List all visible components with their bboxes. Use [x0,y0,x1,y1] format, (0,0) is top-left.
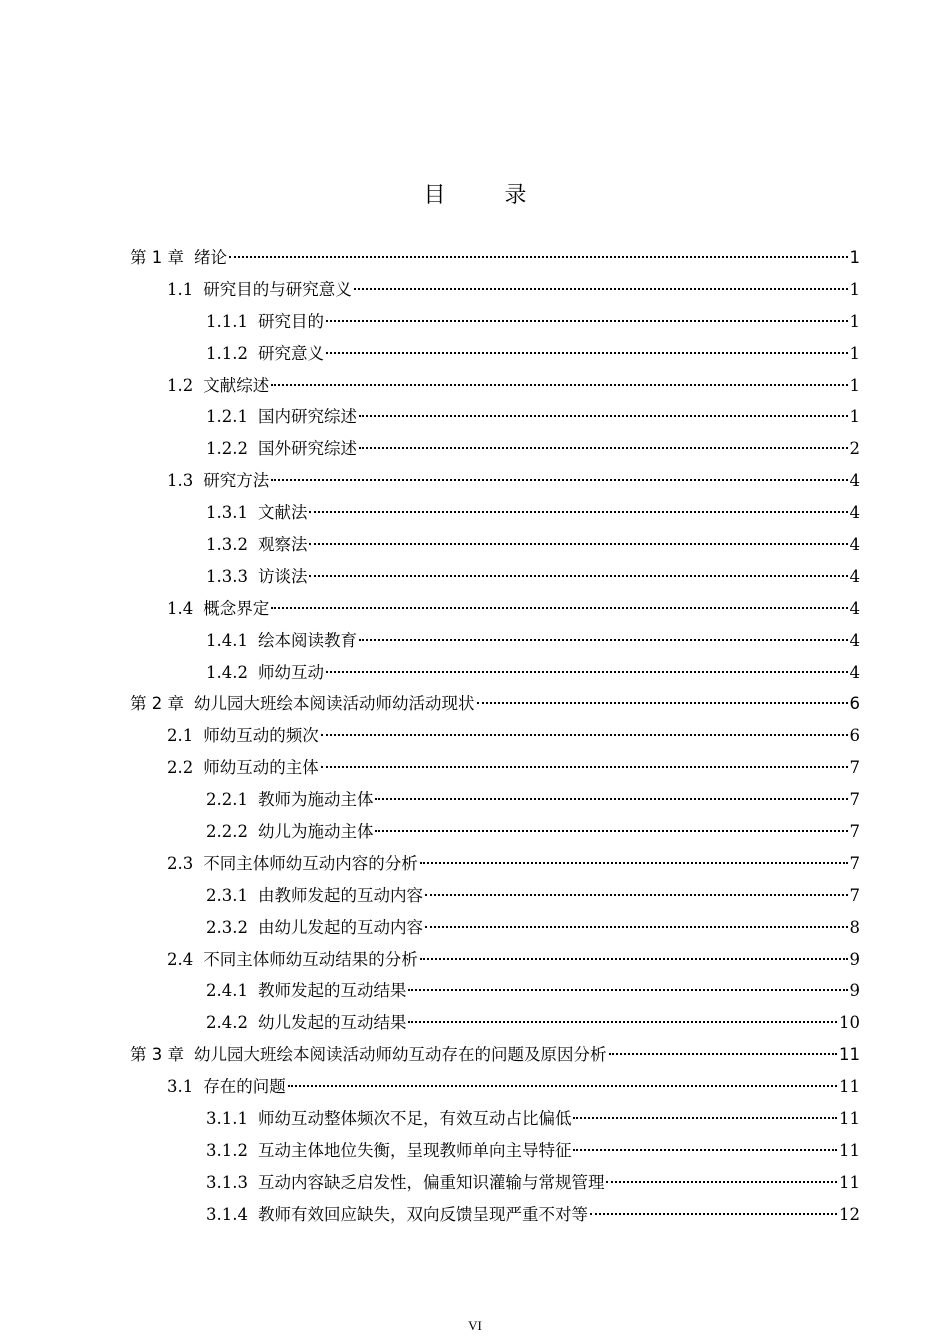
toc-entry[interactable] [130,561,860,593]
dot-leader [309,575,847,577]
toc-entry-label: 幼儿园大班绘本阅读活动师幼互动存在的问题及原因分析 [194,1045,607,1065]
toc-entry[interactable] [130,1071,860,1103]
dot-leader [590,1213,837,1215]
dot-leader [420,958,848,960]
toc-entry-number: 第 1 章 [130,248,184,267]
toc-entry-number: 1.2.2 [206,439,248,459]
toc-entry-label: 师幼互动的主体 [203,758,319,778]
toc-entry-page: 4 [849,662,860,682]
toc-entry-number: 1.2 [167,375,194,395]
page-title: 目 录 [423,183,553,208]
toc-entry[interactable] [130,593,860,625]
toc-entry-label: 互动内容缺乏启发性，偏重知识灌输与常规管理 [257,1172,605,1192]
toc-entry-label: 幼儿为施动主体 [257,822,374,842]
toc-entry-number: 1.1.1 [206,311,248,331]
toc-entry-page: 12 [839,1204,860,1224]
toc-entry-number: 2.4.1 [206,981,248,1001]
toc-entry[interactable] [130,1103,860,1135]
toc-entry-page: 11 [839,1045,860,1065]
toc-entry-label: 师幼互动整体频次不足，有效互动占比偏低 [257,1109,572,1129]
toc-entry-page: 10 [839,1013,860,1033]
dot-leader [359,639,848,641]
toc-entry-label: 幼儿发起的互动结果 [257,1013,407,1033]
toc-entry-page: 7 [849,790,860,810]
dot-leader [408,989,847,991]
toc-entry[interactable] [130,1167,860,1199]
toc-entry[interactable] [130,274,860,306]
toc-entry-number: 1.4 [167,598,194,618]
toc-entry-label: 观察法 [257,535,308,555]
toc-entry-label: 由幼儿发起的互动内容 [257,917,423,937]
dot-leader [326,320,848,322]
toc-entry[interactable] [130,1007,860,1039]
toc-entry-number: 3.1 [167,1077,194,1097]
toc-entry-page: 4 [849,471,860,491]
toc-entry-page: 4 [849,535,860,555]
toc-entry-page: 6 [849,694,860,714]
toc-entry-page: 11 [839,1109,860,1129]
toc-entry-page: 7 [849,758,860,778]
toc-entry-number: 2.4.2 [206,1013,248,1033]
toc-entry[interactable] [130,912,860,944]
dot-leader [321,766,848,768]
toc-entry[interactable] [130,529,860,561]
toc-entry-page: 11 [839,1140,860,1160]
dot-leader [420,862,848,864]
toc-entry-number: 1.4.2 [206,662,248,682]
toc-entry-label: 教师发起的互动结果 [257,981,407,1001]
toc-entry-label: 师幼互动 [257,662,324,682]
dot-leader [271,607,847,609]
toc-entry-page: 11 [839,1077,860,1097]
toc-entry[interactable] [130,242,860,274]
toc-entry[interactable] [130,433,860,465]
toc-entry-page: 6 [849,726,860,746]
dot-leader [229,256,848,258]
toc-entry-number: 第 3 章 [130,1045,184,1065]
toc-entry-page: 9 [849,949,860,969]
toc-entry[interactable] [130,401,860,433]
dot-leader [425,894,848,896]
toc-entry-label: 文献综述 [203,375,270,395]
toc-entry-label: 绪论 [194,248,227,267]
dot-leader [573,1117,837,1119]
toc-entry-label: 存在的问题 [203,1077,286,1097]
toc-entry-number: 1.4.1 [206,630,248,650]
toc-entry-label: 文献法 [257,503,308,523]
page-number: VI [468,1318,482,1333]
dot-leader [606,1181,837,1183]
dot-leader [375,830,847,832]
toc-entry-label: 国外研究综述 [257,439,357,459]
dot-leader [425,926,848,928]
toc-entry-number: 第 2 章 [130,694,184,714]
toc-entry-label: 概念界定 [203,598,270,618]
toc-entry[interactable] [130,975,860,1007]
toc-entry[interactable] [130,880,860,912]
toc-entry-label: 研究意义 [257,343,324,363]
dot-leader [408,1021,837,1023]
toc-entry-page: 1 [849,279,860,299]
toc-entry-number: 1.3 [167,471,194,491]
toc-entry-page: 1 [849,248,860,267]
toc-entry-page: 1 [849,343,860,363]
toc-entry-page: 4 [849,566,860,586]
toc-entry-label: 互动主体地位失衡，呈现教师单向主导特征 [257,1140,572,1160]
toc-entry-page: 7 [849,853,860,873]
dot-leader [359,415,848,417]
toc-entry[interactable] [130,465,860,497]
toc-entry-number: 1.1.2 [206,343,248,363]
toc-entry-label: 不同主体师幼互动内容的分析 [203,853,418,873]
toc-entry[interactable] [130,816,860,848]
dot-leader [271,479,847,481]
toc-entry-label: 幼儿园大班绘本阅读活动师幼活动现状 [194,694,475,714]
toc-entry-page: 9 [849,981,860,1001]
toc-entry-number: 3.1.2 [206,1140,248,1160]
toc-entry-number: 1.3.3 [206,566,248,586]
toc-entry-number: 1.2.1 [206,407,248,427]
toc-entry-page: 2 [849,439,860,459]
toc-entry-page: 8 [849,917,860,937]
dot-leader [359,447,848,449]
toc-entry[interactable] [130,370,860,402]
dot-leader [288,1085,837,1087]
toc-entry-number: 2.1 [167,726,194,746]
dot-leader [309,511,847,513]
toc-entry[interactable] [130,338,860,370]
toc-entry-label: 研究目的与研究意义 [203,279,352,299]
toc-entry-number: 1.3.2 [206,535,248,555]
toc-entry-number: 2.2.1 [206,790,248,810]
toc-entry-label: 研究目的 [257,311,324,331]
toc-entry-number: 3.1.3 [206,1172,248,1192]
toc-entry-number: 2.3 [167,853,194,873]
dot-leader [354,288,848,290]
toc-entry-label: 不同主体师幼互动结果的分析 [203,949,418,969]
toc-entry[interactable] [130,752,860,784]
toc-entry[interactable] [130,720,860,752]
toc-entry-label: 师幼互动的频次 [203,726,319,746]
toc-entry-page: 1 [849,311,860,331]
toc-entry-page: 1 [849,375,860,395]
dot-leader [375,798,847,800]
toc-entry-label: 教师有效回应缺失，双向反馈呈现严重不对等 [257,1204,588,1224]
dot-leader [326,352,848,354]
dot-leader [271,384,847,386]
toc-entry-label: 研究方法 [203,471,270,491]
toc-entry[interactable] [130,625,860,657]
table-of-contents [130,242,860,1231]
toc-entry[interactable] [130,497,860,529]
toc-entry-label: 绘本阅读教育 [257,630,357,650]
toc-entry-label: 访谈法 [257,566,308,586]
toc-entry-number: 1.1 [167,279,194,299]
toc-entry[interactable] [130,944,860,976]
toc-entry[interactable] [130,306,860,338]
toc-entry-page: 11 [839,1172,860,1192]
toc-entry[interactable] [130,657,860,689]
toc-entry-page: 4 [849,630,860,650]
toc-entry-number: 2.2.2 [206,822,248,842]
dot-leader [477,702,848,704]
toc-entry-number: 3.1.1 [206,1109,248,1129]
toc-entry-page: 7 [849,822,860,842]
toc-entry[interactable] [130,784,860,816]
toc-entry-label: 教师为施动主体 [257,790,374,810]
dot-leader [609,1053,838,1055]
toc-entry[interactable] [130,848,860,880]
toc-entry[interactable] [130,1199,860,1231]
toc-entry-label: 由教师发起的互动内容 [257,885,423,905]
toc-entry[interactable] [130,688,860,720]
toc-entry-number: 1.3.1 [206,503,248,523]
toc-entry[interactable] [130,1135,860,1167]
toc-entry-page: 4 [849,503,860,523]
toc-entry-page: 1 [849,407,860,427]
dot-leader [321,734,848,736]
dot-leader [309,543,847,545]
toc-entry-number: 2.3.1 [206,885,248,905]
toc-entry-number: 3.1.4 [206,1204,248,1224]
dot-leader [326,671,848,673]
toc-entry[interactable] [130,1039,860,1071]
dot-leader [573,1149,837,1151]
toc-entry-page: 7 [849,885,860,905]
toc-entry-number: 2.2 [167,758,194,778]
toc-entry-page: 4 [849,598,860,618]
toc-entry-number: 2.4 [167,949,194,969]
toc-entry-label: 国内研究综述 [257,407,357,427]
toc-entry-number: 2.3.2 [206,917,248,937]
